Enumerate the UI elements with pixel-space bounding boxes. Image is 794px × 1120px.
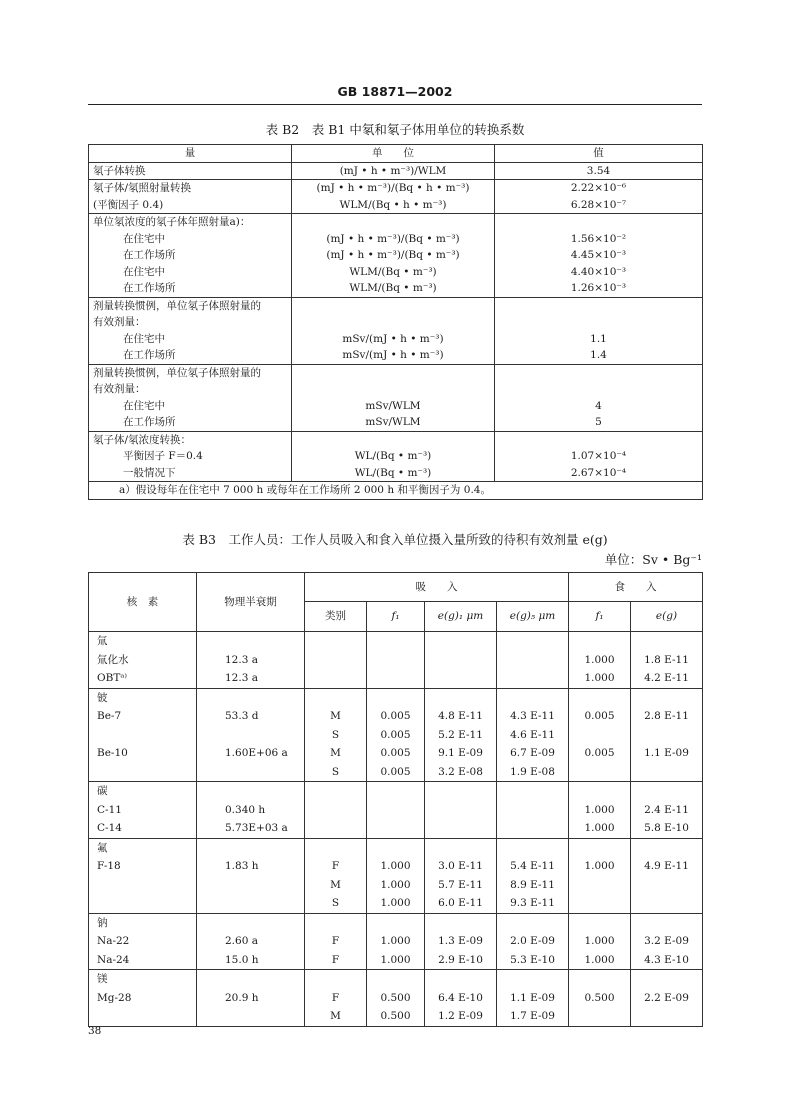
col-eg-1um: e(g)₁ μm [425, 602, 497, 632]
eg-5um-cell [497, 651, 569, 670]
table-row [89, 894, 703, 913]
absorption-type-cell: S [305, 726, 367, 745]
cell-line: 在住宅中 [123, 332, 165, 345]
cell-line: (mJ • h • m⁻³)/(Bq • h • m⁻³) [316, 182, 470, 194]
eg-ingestion-cell: 4.9 E-11 [631, 857, 703, 876]
value-cell [495, 214, 703, 298]
f1-cell [367, 819, 425, 838]
eg-ingestion-cell: 3.2 E-09 [631, 932, 703, 951]
cell-line [499, 298, 698, 315]
cell-line: (mJ • h • m⁻³)/WLM [339, 164, 447, 177]
cell-line: 氡子体/氡照射量转换 [93, 182, 192, 194]
cell-line: (mJ • h • m⁻³)/(Bq • m⁻³) [326, 249, 460, 261]
eg-ingestion-cell: 4.2 E-11 [631, 669, 703, 688]
empty-cell [367, 838, 425, 857]
col-eg-ingestion: e(g) [631, 602, 703, 632]
value-cell [495, 180, 703, 214]
cell-line: 4.40×10⁻³ [570, 265, 627, 278]
cell-line: WL/(Bq • m⁻³) [354, 466, 432, 479]
cell-line: 剂量转换惯例，单位氡子体照射量的 [93, 299, 261, 312]
cell-line: 1.07×10⁻⁴ [570, 450, 627, 462]
empty-cell [631, 970, 703, 989]
table-b3 [88, 572, 703, 1027]
absorption-type-cell: F [305, 932, 367, 951]
element-row [89, 838, 703, 857]
cell-line [499, 381, 698, 398]
nuclide-cell: F-18 [89, 857, 197, 876]
cell-line: 1.1 [590, 332, 607, 345]
nuclide-cell [89, 876, 197, 895]
cell-line: 有效剂量： [93, 316, 146, 328]
element-row [89, 688, 703, 707]
cell-line: (mJ • h • m⁻³)/(Bq • m⁻³) [326, 232, 460, 245]
empty-cell [305, 632, 367, 651]
eg-1um-cell [425, 819, 497, 838]
table-row [89, 876, 703, 895]
eg-5um-cell: 2.0 E-09 [497, 932, 569, 951]
half-life-cell [197, 894, 305, 913]
f1-ingestion-cell: 1.000 [569, 669, 631, 688]
f1-cell: 1.000 [367, 894, 425, 913]
absorption-type-cell: S [305, 763, 367, 782]
eg-1um-cell: 3.0 E-11 [425, 857, 497, 876]
absorption-type-cell [305, 651, 367, 670]
cell-line: WLM/(Bq • m⁻³) [349, 265, 437, 278]
eg-1um-cell: 6.0 E-11 [425, 894, 497, 913]
eg-ingestion-cell [631, 726, 703, 745]
unit-cell [292, 431, 495, 482]
table-row [89, 1007, 703, 1026]
quantity-cell [89, 297, 292, 364]
table-b2-row [89, 180, 703, 214]
col-inhalation: 吸 入 [305, 573, 569, 602]
empty-cell [425, 688, 497, 707]
cell-line: 在住宅中 [123, 232, 165, 245]
eg-5um-cell [497, 801, 569, 820]
empty-cell [497, 782, 569, 801]
value-cell [495, 364, 703, 431]
cell-line: 在工作场所 [123, 416, 176, 428]
empty-cell [425, 782, 497, 801]
f1-ingestion-cell [569, 763, 631, 782]
cell-line [499, 214, 698, 231]
f1-ingestion-cell: 0.005 [569, 707, 631, 726]
unit-cell [292, 364, 495, 431]
eg-5um-cell: 4.6 E-11 [497, 726, 569, 745]
cell-line: WL/(Bq • m⁻³) [354, 450, 432, 462]
f1-ingestion-cell [569, 726, 631, 745]
col-f1-ingestion: f₁ [569, 602, 631, 632]
f1-ingestion-cell [569, 876, 631, 895]
nuclide-cell: OBTᵃ⁾ [89, 669, 197, 688]
eg-ingestion-cell [631, 763, 703, 782]
nuclide-cell: 氚化水 [89, 651, 197, 670]
f1-cell: 1.000 [367, 876, 425, 895]
empty-cell [631, 688, 703, 707]
half-life-cell: 53.3 d [197, 707, 305, 726]
col-half-life: 物理半衰期 [197, 573, 305, 632]
absorption-type-cell [305, 819, 367, 838]
f1-cell [367, 801, 425, 820]
eg-5um-cell: 9.3 E-11 [497, 894, 569, 913]
half-life-cell: 20.9 h [197, 989, 305, 1008]
cell-line: 4 [595, 399, 602, 412]
table-b2-row [89, 364, 703, 431]
cell-line: 氡子体/氡浓度转换： [93, 433, 192, 446]
eg-5um-cell: 1.1 E-09 [497, 989, 569, 1008]
empty-cell [631, 913, 703, 932]
quantity-cell [89, 180, 292, 214]
f1-cell: 1.000 [367, 857, 425, 876]
unit-cell [292, 214, 495, 298]
quantity-cell [89, 364, 292, 431]
eg-1um-cell: 2.9 E-10 [425, 951, 497, 970]
f1-ingestion-cell: 0.500 [569, 989, 631, 1008]
cell-line: 2.67×10⁻⁴ [570, 466, 627, 479]
half-life-cell [197, 726, 305, 745]
empty-cell [569, 782, 631, 801]
cell-line: 1.26×10⁻³ [570, 282, 627, 294]
eg-5um-cell: 8.9 E-11 [497, 876, 569, 895]
empty-cell [305, 838, 367, 857]
cell-line [499, 432, 698, 449]
f1-ingestion-cell: 0.005 [569, 744, 631, 763]
page-number: 38 [88, 1025, 102, 1037]
col-type: 类别 [305, 602, 367, 632]
absorption-type-cell: S [305, 894, 367, 913]
value-cell [495, 297, 703, 364]
absorption-type-cell: M [305, 707, 367, 726]
cell-line: 在工作场所 [123, 249, 176, 261]
half-life-cell: 12.3 a [197, 669, 305, 688]
cell-line: mSv/(mJ • h • m⁻³) [342, 332, 444, 345]
empty-cell [197, 782, 305, 801]
half-life-cell: 0.340 h [197, 801, 305, 820]
eg-1um-cell: 5.2 E-11 [425, 726, 497, 745]
table-row [89, 651, 703, 670]
table-b2-row [89, 297, 703, 364]
cell-line: 平衡因子 F＝0.4 [123, 450, 203, 462]
cell-line: 剂量转换惯例，单位氡子体照射量的 [93, 366, 261, 379]
element-row [89, 970, 703, 989]
cell-line: mSv/WLM [365, 399, 421, 412]
eg-1um-cell [425, 801, 497, 820]
table-b2-row [89, 162, 703, 180]
value-cell [495, 431, 703, 482]
f1-ingestion-cell: 1.000 [569, 857, 631, 876]
eg-1um-cell: 6.4 E-10 [425, 989, 497, 1008]
nuclide-cell: Na-22 [89, 932, 197, 951]
element-name: 碳 [89, 782, 197, 801]
unit-cell [292, 162, 495, 180]
eg-5um-cell [497, 819, 569, 838]
cell-line: 4.45×10⁻³ [570, 249, 627, 261]
eg-5um-cell: 6.7 E-09 [497, 744, 569, 763]
table-row [89, 669, 703, 688]
eg-ingestion-cell [631, 894, 703, 913]
absorption-type-cell [305, 669, 367, 688]
eg-ingestion-cell: 2.4 E-11 [631, 801, 703, 820]
cell-line: mSv/WLM [365, 416, 421, 428]
cell-line: 在住宅中 [123, 399, 165, 412]
quantity-cell [89, 162, 292, 180]
element-row [89, 782, 703, 801]
header-rule [88, 104, 702, 105]
empty-cell [497, 838, 569, 857]
table-b3-caption: 表 B3 工作人员：工作人员吸入和食入单位摄入量所致的待积有效剂量 e(g) [182, 532, 608, 547]
empty-cell [631, 632, 703, 651]
empty-cell [197, 838, 305, 857]
table-b2-row [89, 214, 703, 298]
half-life-cell: 15.0 h [197, 951, 305, 970]
eg-1um-cell [425, 651, 497, 670]
f1-cell: 0.005 [367, 744, 425, 763]
empty-cell [631, 782, 703, 801]
col-f1: f₁ [367, 602, 425, 632]
quantity-cell [89, 214, 292, 298]
eg-1um-cell: 1.2 E-09 [425, 1007, 497, 1026]
half-life-cell [197, 1007, 305, 1026]
f1-ingestion-cell: 1.000 [569, 801, 631, 820]
eg-ingestion-cell: 2.2 E-09 [631, 989, 703, 1008]
table-row [89, 857, 703, 876]
unit-cell [292, 180, 495, 214]
cell-line: 1.56×10⁻² [570, 232, 627, 245]
table-b2 [88, 144, 703, 500]
cell-line: 2.22×10⁻⁶ [570, 182, 627, 194]
empty-cell [425, 970, 497, 989]
unit-cell [292, 297, 495, 364]
cell-line: 一般情况下 [123, 466, 176, 479]
empty-cell [569, 913, 631, 932]
empty-cell [367, 913, 425, 932]
empty-cell [367, 688, 425, 707]
eg-5um-cell [497, 669, 569, 688]
nuclide-cell: C-11 [89, 801, 197, 820]
table-row [89, 763, 703, 782]
empty-cell [569, 632, 631, 651]
cell-line: 5 [595, 416, 602, 428]
nuclide-group [89, 838, 703, 913]
col-nuclide: 核 素 [89, 573, 197, 632]
nuclide-cell [89, 726, 197, 745]
element-row [89, 632, 703, 651]
cell-line [296, 381, 490, 398]
element-row [89, 913, 703, 932]
nuclide-group [89, 913, 703, 970]
empty-cell [197, 688, 305, 707]
nuclide-cell [89, 1007, 197, 1026]
table-row [89, 932, 703, 951]
nuclide-cell: C-14 [89, 819, 197, 838]
table-b2-col-unit: 单 位 [292, 145, 495, 163]
cell-line [499, 365, 698, 382]
absorption-type-cell: F [305, 857, 367, 876]
half-life-cell: 2.60 a [197, 932, 305, 951]
eg-ingestion-cell: 5.8 E-10 [631, 819, 703, 838]
eg-ingestion-cell [631, 876, 703, 895]
f1-cell: 0.500 [367, 989, 425, 1008]
eg-5um-cell: 4.3 E-11 [497, 707, 569, 726]
cell-line: 氡子体转换 [93, 164, 146, 177]
eg-ingestion-cell: 4.3 E-10 [631, 951, 703, 970]
eg-1um-cell [425, 669, 497, 688]
nuclide-cell [89, 763, 197, 782]
cell-line: 6.28×10⁻⁷ [570, 198, 627, 211]
eg-1um-cell: 4.8 E-11 [425, 707, 497, 726]
empty-cell [569, 688, 631, 707]
cell-line: 1.4 [590, 349, 607, 361]
empty-cell [497, 688, 569, 707]
f1-cell [367, 651, 425, 670]
cell-line: WLM/(Bq • m⁻³) [349, 282, 437, 294]
cell-line: 3.54 [586, 164, 611, 177]
table-row [89, 726, 703, 745]
eg-ingestion-cell [631, 1007, 703, 1026]
empty-cell [197, 913, 305, 932]
empty-cell [497, 632, 569, 651]
empty-cell [305, 782, 367, 801]
quantity-cell [89, 431, 292, 482]
empty-cell [305, 913, 367, 932]
half-life-cell [197, 763, 305, 782]
f1-cell [367, 669, 425, 688]
eg-1um-cell: 1.3 E-09 [425, 932, 497, 951]
f1-cell: 0.005 [367, 707, 425, 726]
half-life-cell: 5.73E+03 a [197, 819, 305, 838]
table-b2-footnote: a）假设每年在住宅中 7 000 h 或每年在工作场所 2 000 h 和平衡因子为 0.4。 [89, 482, 703, 500]
nuclide-group [89, 970, 703, 1027]
cell-line [296, 214, 490, 231]
half-life-cell [197, 876, 305, 895]
eg-1um-cell: 3.2 E-08 [425, 763, 497, 782]
absorption-type-cell: M [305, 1007, 367, 1026]
empty-cell [497, 913, 569, 932]
f1-cell: 0.500 [367, 1007, 425, 1026]
absorption-type-cell [305, 801, 367, 820]
nuclide-cell: Be-10 [89, 744, 197, 763]
cell-line [296, 432, 490, 449]
eg-1um-cell: 9.1 E-09 [425, 744, 497, 763]
nuclide-group [89, 688, 703, 782]
eg-ingestion-cell: 1.1 E-09 [631, 744, 703, 763]
table-row [89, 819, 703, 838]
col-eg-5um: e(g)₅ μm [497, 602, 569, 632]
empty-cell [425, 838, 497, 857]
cell-line: WLM/(Bq • h • m⁻³) [339, 198, 447, 211]
f1-cell: 0.005 [367, 726, 425, 745]
eg-1um-cell: 5.7 E-11 [425, 876, 497, 895]
empty-cell [367, 782, 425, 801]
cell-line: 有效剂量： [93, 383, 146, 395]
cell-line: (平衡因子 0.4) [93, 198, 164, 211]
table-b2-row [89, 431, 703, 482]
element-name: 镁 [89, 970, 197, 989]
empty-cell [367, 970, 425, 989]
cell-line [296, 314, 490, 331]
nuclide-group [89, 782, 703, 839]
empty-cell [197, 632, 305, 651]
eg-5um-cell: 1.7 E-09 [497, 1007, 569, 1026]
element-name: 铍 [89, 688, 197, 707]
nuclide-cell: Na-24 [89, 951, 197, 970]
f1-ingestion-cell [569, 1007, 631, 1026]
cell-line [296, 365, 490, 382]
empty-cell [305, 970, 367, 989]
half-life-cell: 1.83 h [197, 857, 305, 876]
nuclide-cell: Be-7 [89, 707, 197, 726]
element-name: 钠 [89, 913, 197, 932]
element-name: 氚 [89, 632, 197, 651]
f1-ingestion-cell: 1.000 [569, 819, 631, 838]
element-name: 氟 [89, 838, 197, 857]
table-row [89, 707, 703, 726]
nuclide-cell [89, 894, 197, 913]
table-row [89, 989, 703, 1008]
cell-line: 在工作场所 [123, 349, 176, 361]
table-b2-col-quantity: 量 [89, 145, 292, 163]
table-row [89, 801, 703, 820]
empty-cell [425, 632, 497, 651]
f1-ingestion-cell: 1.000 [569, 932, 631, 951]
empty-cell [569, 970, 631, 989]
empty-cell [569, 838, 631, 857]
empty-cell [367, 632, 425, 651]
cell-line [296, 298, 490, 315]
table-row [89, 744, 703, 763]
half-life-cell: 1.60E+06 a [197, 744, 305, 763]
empty-cell [425, 913, 497, 932]
table-b2-col-value: 值 [495, 145, 703, 163]
empty-cell [305, 688, 367, 707]
eg-5um-cell: 5.4 E-11 [497, 857, 569, 876]
standard-header: GB 18871—2002 [337, 84, 453, 99]
cell-line: 在住宅中 [123, 265, 165, 278]
f1-ingestion-cell [569, 894, 631, 913]
empty-cell [197, 970, 305, 989]
f1-cell: 1.000 [367, 951, 425, 970]
half-life-cell: 12.3 a [197, 651, 305, 670]
absorption-type-cell: F [305, 951, 367, 970]
table-row [89, 951, 703, 970]
absorption-type-cell: F [305, 989, 367, 1008]
nuclide-group [89, 632, 703, 689]
eg-ingestion-cell: 2.8 E-11 [631, 707, 703, 726]
f1-ingestion-cell: 1.000 [569, 651, 631, 670]
eg-5um-cell: 5.3 E-10 [497, 951, 569, 970]
cell-line: 单位氡浓度的氡子体年照射量a)： [93, 216, 251, 228]
cell-line: mSv/(mJ • h • m⁻³) [342, 349, 444, 361]
f1-ingestion-cell: 1.000 [569, 951, 631, 970]
eg-ingestion-cell: 1.8 E-11 [631, 651, 703, 670]
col-ingestion: 食 入 [569, 573, 703, 602]
absorption-type-cell: M [305, 744, 367, 763]
nuclide-cell: Mg-28 [89, 989, 197, 1008]
absorption-type-cell: M [305, 876, 367, 895]
f1-cell: 1.000 [367, 932, 425, 951]
value-cell [495, 162, 703, 180]
cell-line [499, 314, 698, 331]
table-b2-caption: 表 B2 表 B1 中氡和氡子体用单位的转换系数 [265, 122, 525, 137]
empty-cell [631, 838, 703, 857]
f1-cell: 0.005 [367, 763, 425, 782]
table-b3-unit: 单位：Sv • Bg⁻¹ [604, 552, 702, 567]
eg-5um-cell: 1.9 E-08 [497, 763, 569, 782]
empty-cell [497, 970, 569, 989]
cell-line: 在工作场所 [123, 282, 176, 294]
